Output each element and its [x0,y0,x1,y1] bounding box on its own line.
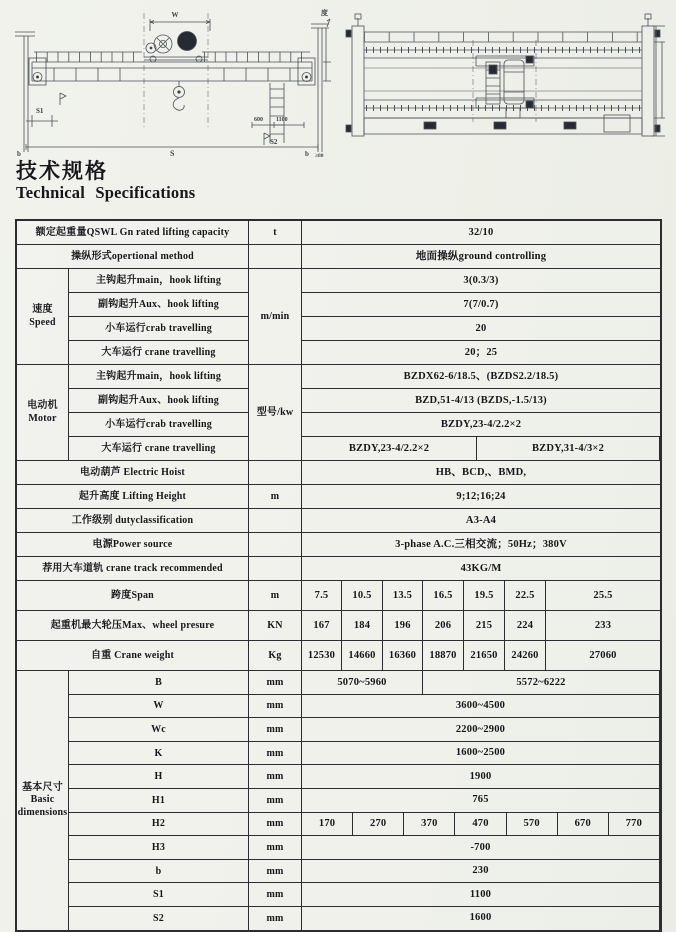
cell-label: H1 [69,789,249,812]
row-operational-method [17,245,660,269]
cell-value: 215 [464,611,505,640]
cell-value: 2200~2900 [302,718,660,741]
dim-label-600: 600 [254,117,263,123]
cell-value: 370 [404,813,455,836]
left-end-carriage [352,26,364,136]
left-wall [15,32,35,152]
hoist-drum-top [504,60,524,104]
dimension-rows [69,671,660,930]
cell-unit: m [249,581,302,610]
cell-label: Wc [69,718,249,741]
cell-unit: m [249,485,302,508]
cell-value: 3(0.3/3) [302,269,660,293]
cell-value: 3-phase A.C.三相交流；50Hz；380V [395,538,567,550]
cell-value: 470 [455,813,506,836]
cell-value: 570 [507,813,558,836]
cell-value: 地面操纵ground controlling [415,250,547,262]
cell-unit: mm [249,765,302,788]
row-wheel-pressure [17,611,660,641]
row-dim-B [69,671,660,695]
cell-value: BZDY,23-4/2.2×2 [302,437,477,460]
cell-value: 43KG/M [460,562,502,574]
cell-value: 7(7/0.7) [302,293,660,317]
crane-front-view-drawing [12,5,334,158]
dim-label-s: S [170,149,175,158]
row-dim-K [69,742,660,766]
dim-label-w: W [171,11,179,19]
cell-unit: m/min [249,269,302,364]
dim-label-min-gap: ≥80 [315,153,324,158]
cell-label: S1 [69,883,249,906]
cell-unit [249,461,302,484]
cell-value: 20 [302,317,660,341]
cell-value: 167 [302,611,342,640]
cell-label: H3 [69,836,249,859]
cell-label: 大车运行 crane travelling [101,443,216,454]
cell-label: 起升高度 Lifting Height [17,485,249,508]
section-title [16,160,195,201]
cell-label: 大车运行 crane travelling [101,347,216,358]
cell-unit [249,557,302,580]
cell-label: 额定起重量QSWL Gn rated lifting capacity [17,221,249,244]
cell-value: 14660 [342,641,383,670]
row-lifting-height [17,485,660,509]
cell-value: 21650 [464,641,505,670]
cell-value: HB、BCD,、BMD, [435,466,527,478]
cell-unit [249,245,302,268]
cell-unit: mm [249,907,302,930]
row-duty-classification [17,509,660,533]
cell-value: 20；25 [464,346,498,358]
cell-unit: mm [249,836,302,859]
bottom-girder [364,100,642,118]
row-power-source [17,533,660,557]
cell-value: 13.5 [383,581,423,610]
cell-label: 荐用大车道轨 crane track recommended [17,557,249,580]
group-label-dimensions [17,671,69,930]
group-label-speed [17,269,69,364]
cell-value: 184 [342,611,383,640]
cell-value: 27060 [589,649,617,661]
speed-values [302,269,660,364]
cell-value: 770 [609,813,660,836]
cell-value: 1100 [302,883,660,906]
bridge-girder [32,62,312,81]
cell-label: 跨度Span [17,581,249,610]
cell-value: 7.5 [302,581,342,610]
cell-label: 工作级别 dutyclassification [17,509,249,532]
dim-label-b-left: b [17,150,21,158]
cell-unit: mm [249,671,302,694]
cell-label: K [69,742,249,765]
cell-label: 副钩起升Aux、hook lifting [69,293,248,317]
cell-unit: mm [249,742,302,765]
hook-icon [173,98,184,110]
motor-values [302,365,660,460]
group-zh: 速度 [32,304,53,315]
group-en: Motor [28,412,57,424]
crane-plan-view-drawing [338,12,668,150]
hoist-motor [178,32,197,51]
row-dim-W [69,695,660,719]
cell-label: 小车运行crab travelling [69,317,248,341]
row-crane-weight [17,641,660,671]
cell-value: 1600 [302,907,660,930]
motor-crane-travel-values [302,437,660,460]
row-rated-capacity [17,221,660,245]
cell-unit: mm [249,695,302,718]
cell-value: 196 [383,611,423,640]
row-crane-track [17,557,660,581]
row-dim-Wc [69,718,660,742]
dim-label-s1: S1 [36,107,44,115]
cell-value: BZDX62-6/18.5、(BZDS2.2/18.5) [302,365,660,389]
cell-unit [249,533,302,556]
cell-label: 主钩起升main，hook lifting [69,269,248,293]
title-english: Technical Specifications [16,183,196,203]
cell-label: B [69,671,249,694]
row-dim-H [69,765,660,789]
section-basic-dimensions [17,671,660,930]
cell-value: 19.5 [464,581,505,610]
group-en: dimensions [17,806,68,818]
cell-value: BZD,51-4/13 (BZDS,-1.5/13) [302,389,660,413]
cell-unit: mm [249,718,302,741]
cell-value: 22.5 [505,581,546,610]
cell-value: 24260 [505,641,546,670]
cell-label: 小车运行crab travelling [69,413,248,437]
section-speed [17,269,660,365]
cell-label: S2 [69,907,249,930]
cell-label: 电动葫芦 Electric Hoist [17,461,249,484]
row-span [17,581,660,611]
group-zh: 电动机 [27,400,58,411]
cell-unit: Kg [249,641,302,670]
cell-unit: mm [249,789,302,812]
cell-label: 自重 Crane weight [17,641,249,670]
dim-label-s2: S2 [270,138,278,146]
group-label-motor [17,365,69,460]
cell-value: 12530 [302,641,342,670]
cell-value: 170 [302,813,353,836]
cell-label: 电源Power source [17,533,249,556]
cell-value: 10.5 [342,581,383,610]
cell-value: 230 [302,860,660,883]
dim-label-b-right: b [305,150,309,158]
cell-value: 25.5 [593,589,613,601]
cell-unit: mm [249,883,302,906]
row-dim-S1 [69,883,660,907]
row-dim-b [69,860,660,884]
cell-value: BZDY,23-4/2.2×2 [302,413,660,437]
cell-unit: mm [249,860,302,883]
cell-value: 765 [302,789,660,812]
cell-value: 18870 [423,641,464,670]
cell-value: 16360 [383,641,423,670]
right-end-carriage [642,26,654,136]
cell-value: A3-A4 [465,514,497,526]
cell-unit: KN [249,611,302,640]
cell-value: 3600~4500 [302,695,660,718]
cell-value: 1600~2500 [302,742,660,765]
row-dim-H3 [69,836,660,860]
row-dim-H2 [69,813,660,837]
dim-label-deg: 度 [321,9,328,17]
cell-label: H [69,765,249,788]
spec-table [15,219,662,932]
cell-unit: t [249,221,302,244]
dim-label-1100: 1100 [276,117,288,123]
cell-value: 16.5 [423,581,464,610]
title-chinese: 技术规格 [16,159,108,183]
access-ladder [270,83,284,143]
row-electric-hoist [17,461,660,485]
cell-label: W [69,695,249,718]
trolley-frame [144,57,208,60]
row-dim-H1 [69,789,660,813]
section-motor [17,365,660,461]
cell-label: 操纵形式opertional method [17,245,249,268]
cell-unit: 型号/kw [249,365,302,460]
cell-unit: mm [249,813,302,836]
cell-value: -700 [302,836,660,859]
cell-value: 224 [505,611,546,640]
cell-value: 1900 [302,765,660,788]
cell-value: 9;12;16;24 [456,490,506,502]
speed-labels [69,269,249,364]
cell-label: b [69,860,249,883]
cell-value: 5070~5960 [302,671,423,694]
cell-value: 5572~6222 [423,671,660,694]
cell-unit [249,509,302,532]
group-en: Speed [29,316,56,328]
cell-label: 起重机最大轮压Max、wheel presure [17,611,249,640]
motor-labels [69,365,249,460]
group-en: Basic [30,794,55,805]
cell-label: 主钩起升main，hook lifting [69,365,248,389]
cell-value: 32/10 [468,226,494,238]
cell-value: BZDY,31-4/3×2 [477,437,660,460]
cell-value: 233 [594,619,612,631]
cell-value: 206 [423,611,464,640]
group-zh: 基本尺寸 [22,781,63,793]
cell-label: H2 [69,813,249,836]
cell-label: 副钩起升Aux、hook lifting [69,389,248,413]
cell-value: 670 [558,813,609,836]
cell-value: 270 [353,813,404,836]
row-dim-S2 [69,907,660,930]
